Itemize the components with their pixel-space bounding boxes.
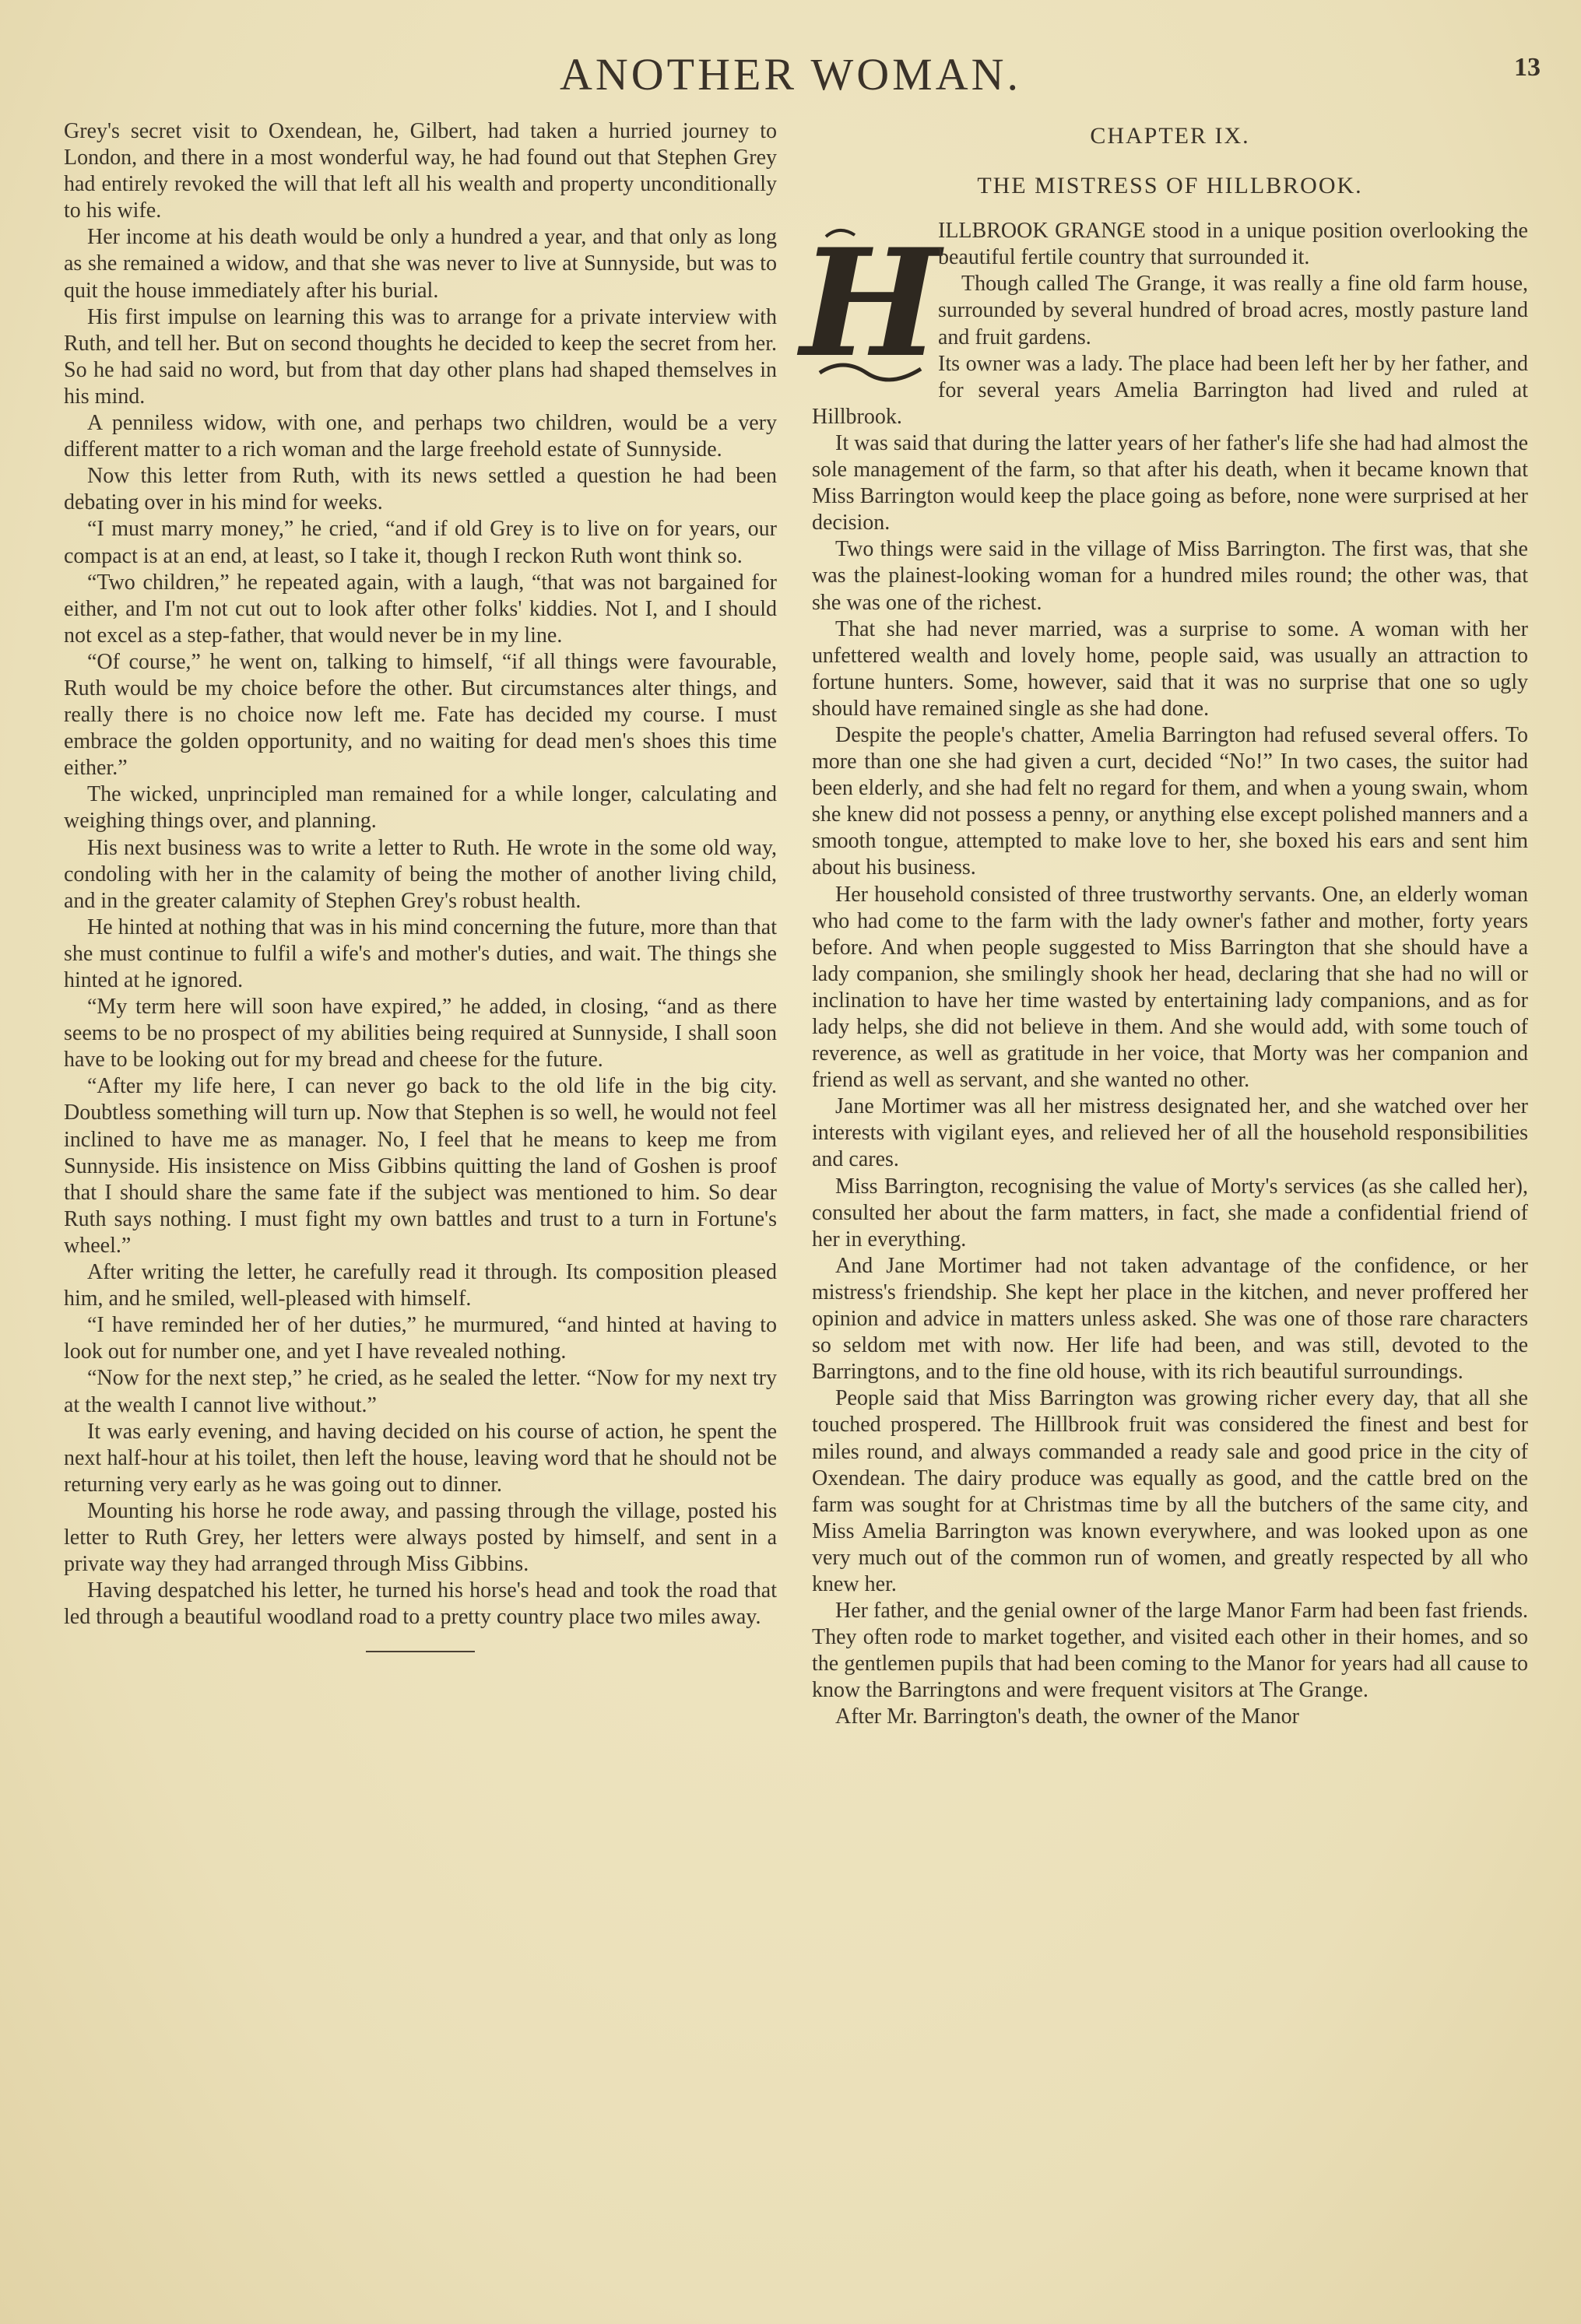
paragraph: Now this letter from Ruth, with its news settled a question he had been debating over in his mind for weeks.	[64, 464, 777, 515]
paragraph: People said that Miss Barrington was growing richer every day, that all she touched prospered. The Hillbrook fruit was considered the finest and best for miles round, and always commanded a ready sale and good price in the city of Oxendean. The dairy produce was equally as good, and the cattle bred on the farm was sought for at Christmas time by all the butchers of the same city, and Miss Amelia Barrington was known everywhere, and was looked upon as one very much out of the common run of women, and greatly respected by all who knew her.	[812, 1386, 1528, 1596]
paragraph: Jane Mortimer was all her mistress designated her, and she watched over her interests with vigilant eyes, and relieved her of all the household responsibilities and cares.	[812, 1094, 1528, 1172]
paragraph: “I must marry money,” he cried, “and if old Grey is to live on for years, our compact is at an end, at least, so I take it, though I reckon Ruth wont think so.	[64, 517, 777, 568]
paragraph: ILLBROOK GRANGE stood in a unique position overlooking the beautiful fertile country that surrounded it.	[938, 219, 1528, 270]
paragraph: The wicked, unprincipled man remained for a while longer, calculating and weighing things over, and planning.	[64, 782, 777, 834]
chapter-heading: CHAPTER IX.	[1090, 123, 1250, 149]
paragraph: His next business was to write a letter to Ruth. He wrote in the some old way, condoling with her in the calamity of being the mother of another living child, and in the greater calamity of Stephen Grey's robust health.	[64, 835, 777, 913]
paragraph: It was said that during the latter years of her father's life she had had almost the sole management of the farm, so that after his death, when it became known that Miss Barrington would keep the place going as before, none were surprised at her decision.	[812, 430, 1528, 535]
paragraph: After Mr. Barrington's death, the owner of the Manor	[835, 1704, 1299, 1729]
paragraph: “Now for the next step,” he cried, as he sealed the letter. “Now for my next try at the wealth I cannot live without.”	[64, 1366, 777, 1417]
paragraph: After writing the letter, he carefully read it through. Its composition pleased him, and he smiled, well-pleased with himself.	[64, 1260, 777, 1311]
paragraph: Having despatched his letter, he turned his horse's head and took the road that led through a beautiful woodland road to a pretty country place two miles away.	[64, 1578, 777, 1630]
section-rule	[366, 1651, 475, 1652]
paragraph: And Jane Mortimer had not taken advantage of the confidence, or her mistress's friendship. She kept her place in the kitchen, and never proffered her opinion and advice in matters unless asked. She was one of those rare characters so seldom met with now. Her life had been, and was still, devoted to the Barringtons, and to the fine old house, with its rich beautiful surroundings.	[812, 1253, 1528, 1385]
drop-cap-h-ornament	[800, 216, 940, 391]
paragraph: Her father, and the genial owner of the large Manor Farm had been fast friends. They often rode to market together, and visited each other in their homes, and so the gentlemen pupils that had been coming to the Manor for years had all cause to know the Barringtons and were frequent visitors at The Grange.	[812, 1599, 1528, 1703]
paragraph: “After my life here, I can never go back to the old life in the big city. Doubtless something will turn up. Now that Stephen is so well, he would not feel inclined to have me as manager. No, I feel that he means to keep me from Sunnyside. His insistence on Miss Gibbins quitting the land of Goshen is proof that I should share the same fate if the subject was mentioned to him. So dear Ruth says nothing. I must fight my own battles and trust to a turn in Fortune's wheel.”	[64, 1074, 777, 1258]
paragraph: It was early evening, and having decided on his course of action, he spent the next half-hour at his toilet, then left the house, leaving word that he should not be returning very early as he was going out to dinner.	[64, 1419, 777, 1497]
paragraph: Mounting his horse he rode away, and passing through the village, posted his letter to Ruth Grey, her letters were always posted by himself, and sent in a private way they had arranged through Miss Gibbins.	[64, 1498, 777, 1577]
paragraph: Her household consisted of three trustworthy servants. One, an elderly woman who had come to the farm with the lady owner's father and mother, forty years before. And when people suggested to Miss Barrington that she should have a lady companion, she smilingly shook her head, declaring that she had no will or inclination to have her time wasted by entertaining lady companions, and as for lady helps, she did not believe in them. And she would add, with some touch of reverence, as well as gratitude in her voice, that Morty was her companion and friend as well as servant, and she wanted no other.	[812, 882, 1528, 1093]
paragraph: Her income at his death would be only a hundred a year, and that only as long as she remained a widow, and that she was never to live at Sunnyside, but was to quit the house immediately after his burial.	[64, 225, 777, 303]
paragraph: Though called The Grange, it was really a fine old farm house, surrounded by several hundred of broad acres, mostly pasture land and fruit gardens.	[938, 272, 1528, 349]
paragraph: He hinted at nothing that was in his mind concerning the future, more than that she must continue to fulfil a wife's and mother's duties, and wait. The things she hinted at he ignored.	[64, 915, 777, 992]
paragraph: “My term here will soon have expired,” he added, in closing, “and as there seems to be no prospect of my abilities being required at Sunnyside, I shall soon have to be looking out for my bread and cheese for the future.	[64, 995, 777, 1072]
paragraph: Two things were said in the village of Miss Barrington. The first was, that she was the plainest-looking woman for a hundred miles round; the other was, that she was one of the richest.	[812, 537, 1528, 615]
paragraph: “Two children,” he repeated again, with a laugh, “that was not bargained for either, and I'm not cut out to look after other folks' kiddies. Not I, and I should not excel as a step-father, that would never be in my line.	[64, 570, 777, 648]
left-column	[64, 118, 777, 1652]
paragraph: A penniless widow, with one, and perhaps two children, would be a very different matter to a rich woman and the large freehold estate of Sunnyside.	[64, 411, 777, 462]
paragraph: His first impulse on learning this was to arrange for a private interview with Ruth, and tell her. But on second thoughts he decided to keep the secret from her. So he had said no word, but from that day other plans had shaped themselves in his mind.	[64, 304, 777, 409]
drop-cap-letter: H	[800, 216, 940, 391]
paragraph: “I have reminded her of her duties,” he murmured, “and hinted at having to look out for number one, and yet I have revealed nothing.	[64, 1313, 777, 1364]
page-number: 13	[1514, 53, 1541, 82]
chapter-title: THE MISTRESS OF HILLBROOK.	[977, 173, 1363, 199]
paragraph: Despite the people's chatter, Amelia Barrington had refused several offers. To more than one she had given a curt, decided “No!” In two cases, the suitor had been elderly, and she had felt no regard for them, and when a young swain, whom she knew did not possess a penny, or anything else except polished manners and a smooth tongue, attempted to make love to her, she boxed his ears and sent him about his business.	[812, 722, 1528, 880]
right-column	[800, 118, 1528, 1731]
paragraph: Grey's secret visit to Oxendean, he, Gilbert, had taken a hurried journey to London, and there in a most wonderful way, he had found out that Stephen Grey had entirely revoked the will that left all his wealth and property unconditionally to his wife.	[64, 119, 777, 223]
page-header	[0, 48, 1581, 111]
paragraph: Its owner was a lady. The place had been left her by her father, and for several years Amelia Barrington had lived and ruled at Hillbrook.	[812, 351, 1528, 429]
paragraph: “Of course,” he went on, talking to himself, “if all things were favourable, Ruth would be my choice before the other. But circumstances alter things, and really there is no choice now left me. Fate has decided my course. I must embrace the golden opportunity, and no waiting for dead men's shoes this time either.”	[64, 649, 777, 781]
page-title: ANOTHER WOMAN.	[559, 49, 1021, 100]
paragraph: That she had never married, was a surprise to some. A woman with her unfettered wealth and lovely home, people said, was usually an attraction to fortune hunters. Some, however, said that it was no surprise that one so ugly should have remained single as she had done.	[812, 616, 1528, 721]
paragraph: Miss Barrington, recognising the value of Morty's services (as she called her), consulted her about the farm matters, in fact, she made a confidential friend of her in everything.	[812, 1174, 1528, 1252]
